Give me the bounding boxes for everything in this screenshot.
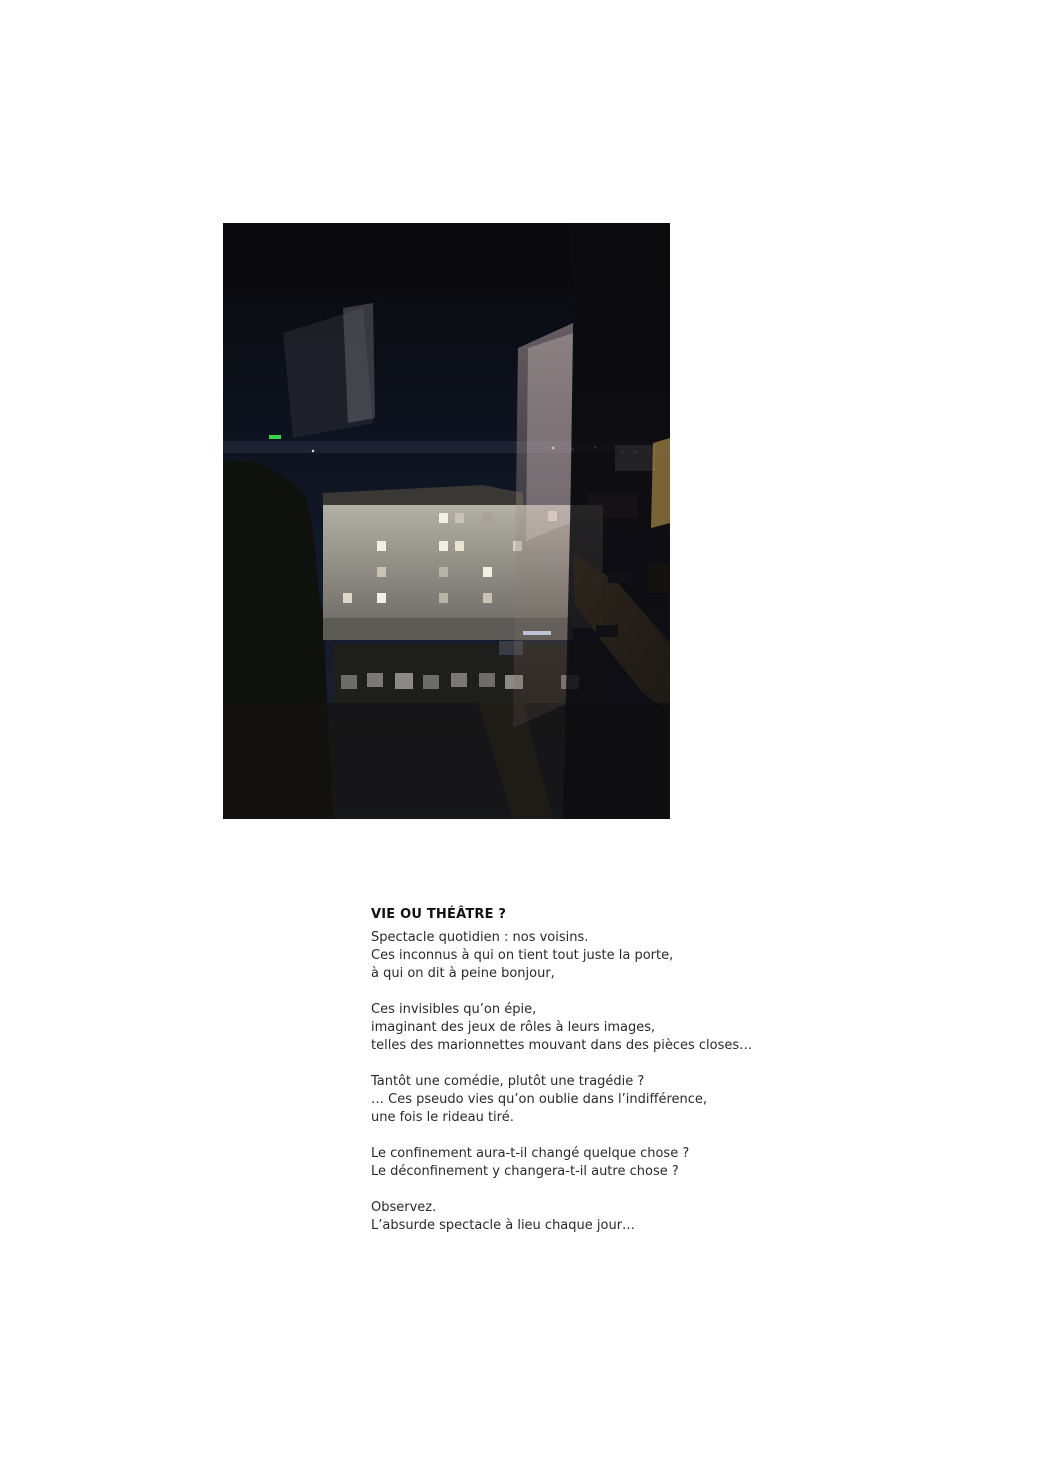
poem-line: Spectacle quotidien : nos voisins. (371, 930, 589, 945)
interior-reflection-pane (343, 303, 375, 423)
frame-glow (651, 438, 670, 528)
poem-line: Ces invisibles qu’on épie, (371, 1002, 537, 1017)
poem-line: à qui on dit à peine bonjour, (371, 966, 555, 981)
horizon-light (312, 450, 314, 452)
stanza-4 (371, 1145, 931, 1181)
green-sign (269, 435, 281, 439)
poem-line: Le confinement aura-t-il changé quelque chose ? (371, 1146, 690, 1161)
poem-line: Observez. (371, 1200, 437, 1215)
poem-line: Le déconfinement y changera-t-il autre chose ? (371, 1164, 679, 1179)
stanza-2 (371, 1001, 931, 1055)
stanza-5 (371, 1199, 931, 1235)
poem-line: Ces inconnus à qui on tient tout juste la porte, (371, 948, 674, 963)
stanza-1 (371, 929, 931, 983)
poem-line: telles des marionnettes mouvant dans des pièces closes… (371, 1038, 753, 1053)
poem-title: VIE OU THÉÂTRE ? (371, 907, 507, 922)
poem-line: … Ces pseudo vies qu’on oublie dans l’indifférence, (371, 1092, 708, 1107)
poem-line: Tantôt une comédie, plutôt une tragédie ? (371, 1074, 645, 1089)
poem (371, 906, 931, 1253)
window-reflection-highlight (526, 333, 573, 541)
stanza-3 (371, 1073, 931, 1127)
poem-line: imaginant des jeux de rôles à leurs images, (371, 1020, 656, 1035)
night-window-photo (223, 223, 670, 819)
night-window-photo-drawing (223, 223, 670, 819)
poem-line: L’absurde spectacle à lieu chaque jour… (371, 1218, 636, 1233)
poem-line: une fois le rideau tiré. (371, 1110, 514, 1125)
